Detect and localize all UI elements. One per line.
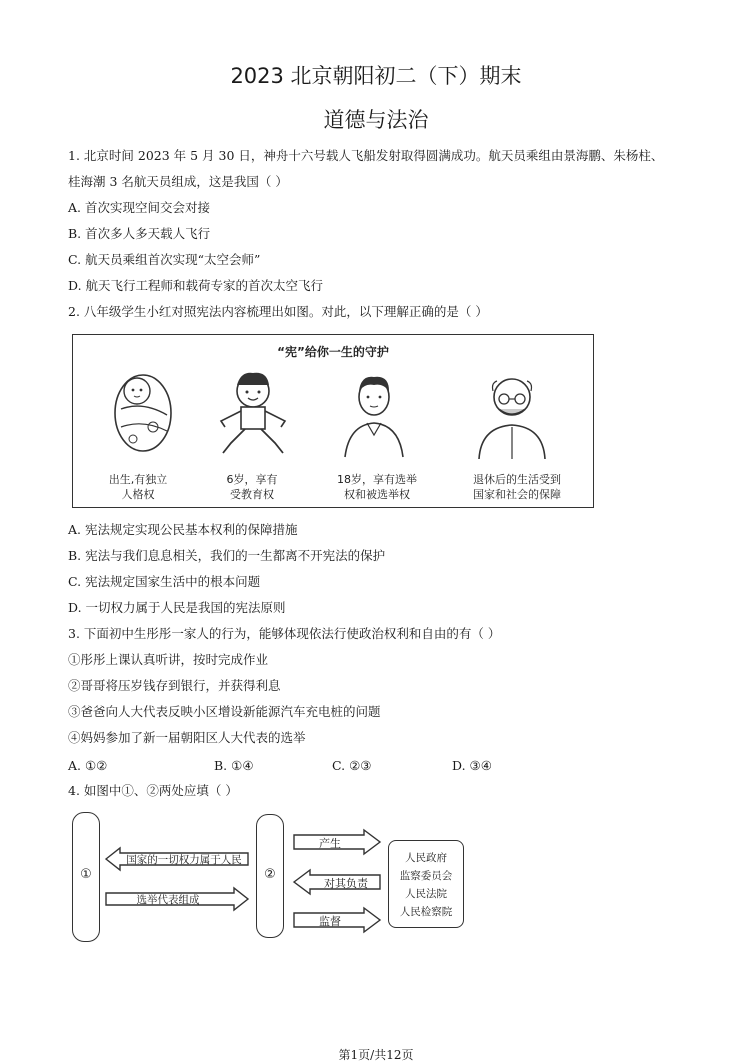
q3-item-4: ④妈妈参加了新一届朝阳区人大代表的选举 bbox=[68, 730, 306, 745]
figure-heading: “宪”给你一生的守护 bbox=[277, 345, 389, 359]
q3-item-2: ②哥哥将压岁钱存到银行，并获得利息 bbox=[68, 678, 281, 693]
arrow-power-belongs-label: 国家的一切权力属于人民 bbox=[126, 854, 242, 866]
q1-stem-line2: 桂海潮 3 名航天员组成，这是我国（ ） bbox=[68, 174, 288, 189]
arrow-supervise-label: 监督 bbox=[319, 915, 341, 928]
exam-title: 2023 北京朝阳初二（下）期末 bbox=[230, 64, 522, 88]
blank-box-2-label: ② bbox=[264, 867, 276, 882]
constitution-lifetime-figure bbox=[72, 334, 594, 508]
baby-illustration bbox=[107, 369, 179, 455]
q2-option-a: A. 宪法规定实现公民基本权利的保障措施 bbox=[68, 522, 298, 537]
q2-option-d: D. 一切权力属于人民是我国的宪法原则 bbox=[68, 600, 286, 615]
caption-retired-line2: 国家和社会的保障 bbox=[473, 488, 561, 501]
q1-option-b: B. 首次多人多天载人飞行 bbox=[68, 226, 211, 241]
blank-box-2 bbox=[256, 814, 284, 938]
page-number: 第1页/共12页 bbox=[338, 1048, 414, 1062]
caption-retired-line1: 退休后的生活受到 bbox=[473, 473, 561, 486]
q2-option-c: C. 宪法规定国家生活中的根本问题 bbox=[68, 574, 261, 589]
caption-birth-line1: 出生,有独立 bbox=[108, 473, 168, 486]
state-organs-box bbox=[388, 840, 464, 928]
young-adult-illustration bbox=[339, 369, 409, 459]
organ-procuratorate: 人民检察院 bbox=[399, 906, 453, 918]
subject-title: 道德与法治 bbox=[323, 108, 429, 132]
q3-option-b: B. ①④ bbox=[214, 758, 254, 773]
blank-box-1-label: ① bbox=[80, 867, 92, 882]
caption-age18-line2: 权和被选举权 bbox=[344, 488, 410, 501]
q1-stem-line1: 1. 北京时间 2023 年 5 月 30 日，神舟十六号载人飞船发射取得圆满成功。航天员乘组由景海鹏、朱杨柱、 bbox=[68, 148, 664, 163]
arrow-elect-label: 选举代表组成 bbox=[136, 894, 200, 906]
child-illustration bbox=[211, 367, 295, 459]
elderly-illustration bbox=[471, 367, 553, 461]
q3-option-a: A. ①② bbox=[68, 758, 108, 773]
arrow-responsible-label: 对其负责 bbox=[324, 877, 368, 890]
blank-box-1 bbox=[72, 812, 100, 942]
q4-stem: 4. 如图中①、②两处应填（ ） bbox=[68, 783, 238, 798]
q1-option-c: C. 航天员乘组首次实现“太空会师” bbox=[68, 252, 261, 267]
q3-item-1: ①彤彤上课认真听讲，按时完成作业 bbox=[68, 652, 269, 667]
q3-option-d: D. ③④ bbox=[452, 758, 492, 773]
q1-option-a: A. 首次实现空间交会对接 bbox=[68, 200, 210, 215]
arrow-produce-label: 产生 bbox=[319, 837, 341, 850]
organ-court: 人民法院 bbox=[405, 888, 447, 900]
q3-item-3: ③爸爸向人大代表反映小区增设新能源汽车充电桩的问题 bbox=[68, 704, 381, 719]
caption-age6-line2: 受教育权 bbox=[230, 488, 274, 501]
caption-birth-line2: 人格权 bbox=[121, 488, 155, 501]
q3-option-c: C. ②③ bbox=[332, 758, 372, 773]
organ-government: 人民政府 bbox=[405, 852, 447, 864]
organ-supervisory-commission: 监察委员会 bbox=[399, 870, 453, 882]
q2-option-b: B. 宪法与我们息息相关，我们的一生都离不开宪法的保护 bbox=[68, 548, 386, 563]
q1-option-d: D. 航天飞行工程师和载荷专家的首次太空飞行 bbox=[68, 278, 324, 293]
caption-age6-line1: 6岁，享有 bbox=[226, 473, 278, 486]
q2-stem: 2. 八年级学生小红对照宪法内容梳理出如图。对此，以下理解正确的是（ ） bbox=[68, 304, 488, 319]
q3-stem: 3. 下面初中生彤彤一家人的行为，能够体现依法行使政治权利和自由的有（ ） bbox=[68, 626, 501, 641]
caption-age18-line1: 18岁，享有选举 bbox=[337, 473, 417, 486]
